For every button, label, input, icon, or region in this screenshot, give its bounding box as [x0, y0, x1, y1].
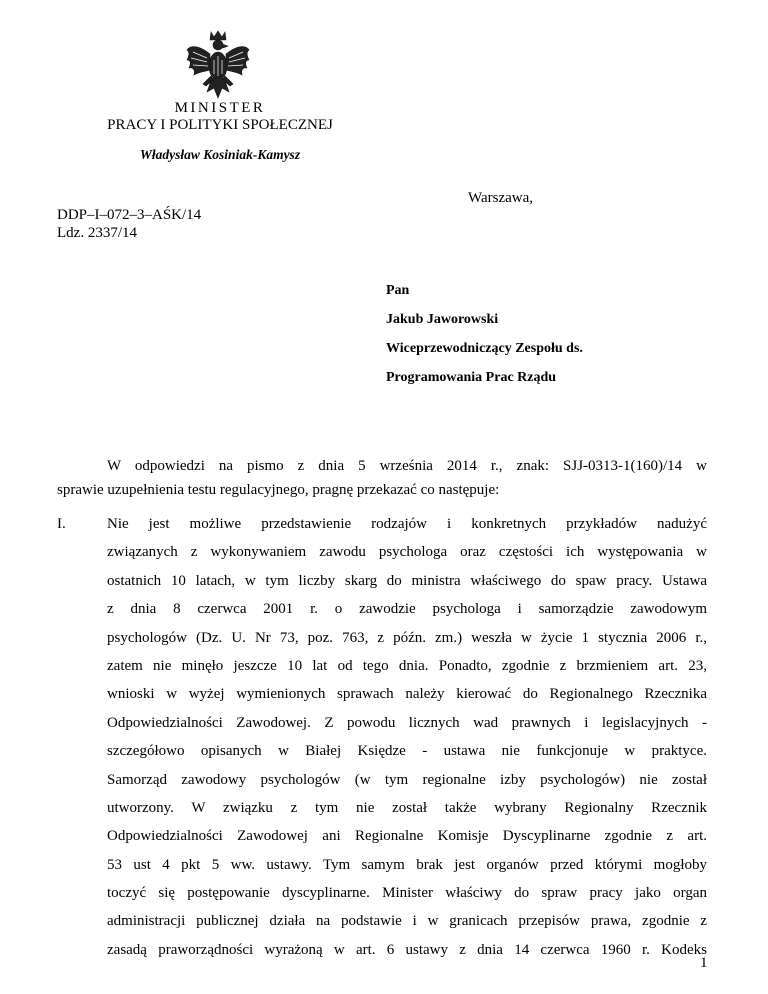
paragraph-line: toczyć się postępowanie dyscyplinarne. Minister właściwy do spraw pracy jako organ [107, 885, 707, 902]
page-number: 1 [700, 955, 708, 971]
ministry-title-line2: PRACY I POLITYKI SPOŁECZNEJ [107, 117, 333, 133]
paragraph-line: 53 ust 4 pkt 5 ww. ustawy. Tym samym brak jest organów przed którymi mogłoby [107, 856, 707, 873]
paragraph-line: ostatnich 10 latach, w tym liczby skarg do ministra właściwego do spaw pracy. Ustawa [107, 572, 707, 589]
polish-eagle-emblem-icon [185, 28, 251, 104]
addressee-title-line2: Programowania Prac Rządu [386, 370, 557, 385]
paragraph-line: związanych z wykonywaniem zawodu psychologa oraz częstości ich występowania w [107, 544, 707, 561]
intro-line2: sprawie uzupełnienia testu regulacyjnego, pragnę przekazać co następuje: [57, 482, 500, 498]
paragraph-line: utworzony. W związku z tym nie został także wybrany Regionalny Rzecznik [107, 799, 707, 816]
paragraph-line: z dnia 8 czerwca 2001 r. o zawodzie psychologa i samorządzie zawodowym [107, 601, 707, 618]
paragraph-line: psychologów (Dz. U. Nr 73, poz. 763, z późn. zm.) weszła w życie 1 stycznia 2006 r., [107, 629, 707, 646]
ldz-number: Ldz. 2337/14 [57, 225, 137, 241]
reference-number: DDP–I–072–3–AŚK/14 [57, 207, 202, 223]
paragraph-line: administracji publicznej działa na podstawie i w granicach przepisów prawa, zgodnie z [107, 913, 707, 930]
paragraph-line: Odpowiedzialności Zawodowej ani Regionalne Komisje Dyscyplinarne zgodnie z art. [107, 828, 707, 845]
paragraph-line: zasadą praworządności wyrażoną w art. 6 ustawy z dnia 14 czerwca 1960 r. Kodeks [107, 941, 707, 958]
intro-line1: W odpowiedzi na pismo z dnia 5 września 2014 r., znak: SJJ-0313-1(160)/14 w [107, 458, 707, 474]
paragraph-line: Nie jest możliwe przedstawienie rodzajów i konkretnych przykładów nadużyć [107, 516, 707, 532]
section-number: I. [57, 516, 66, 532]
section-paragraph [107, 510, 707, 964]
ministry-title-line1: MINISTER [174, 100, 266, 116]
addressee-salutation: Pan [386, 283, 410, 298]
place-date: Warszawa, [468, 190, 534, 206]
addressee-title-line1: Wiceprzewodniczący Zespołu ds. [386, 341, 583, 356]
addressee-name: Jakub Jaworowski [386, 312, 499, 327]
paragraph-line: szczegółowo opisanych w Białej Księdze - ustawa nie funkcjonuje w praktyce. [107, 743, 707, 760]
paragraph-line: Odpowiedzialności Zawodowej. Z powodu licznych wad prawnych i legislacyjnych - [107, 714, 707, 731]
paragraph-line: wnioski w wyżej wymienionych sprawach należy kierować do Regionalnego Rzecznika [107, 686, 707, 703]
paragraph-line: Samorząd zawodowy psychologów (w tym regionalne izby psychologów) nie został [107, 771, 707, 788]
minister-name: Władysław Kosiniak-Kamysz [139, 147, 301, 162]
paragraph-line: zatem nie minęło jeszcze 10 lat od tego dnia. Ponadto, zgodnie z brzmieniem art. 23, [107, 657, 707, 674]
